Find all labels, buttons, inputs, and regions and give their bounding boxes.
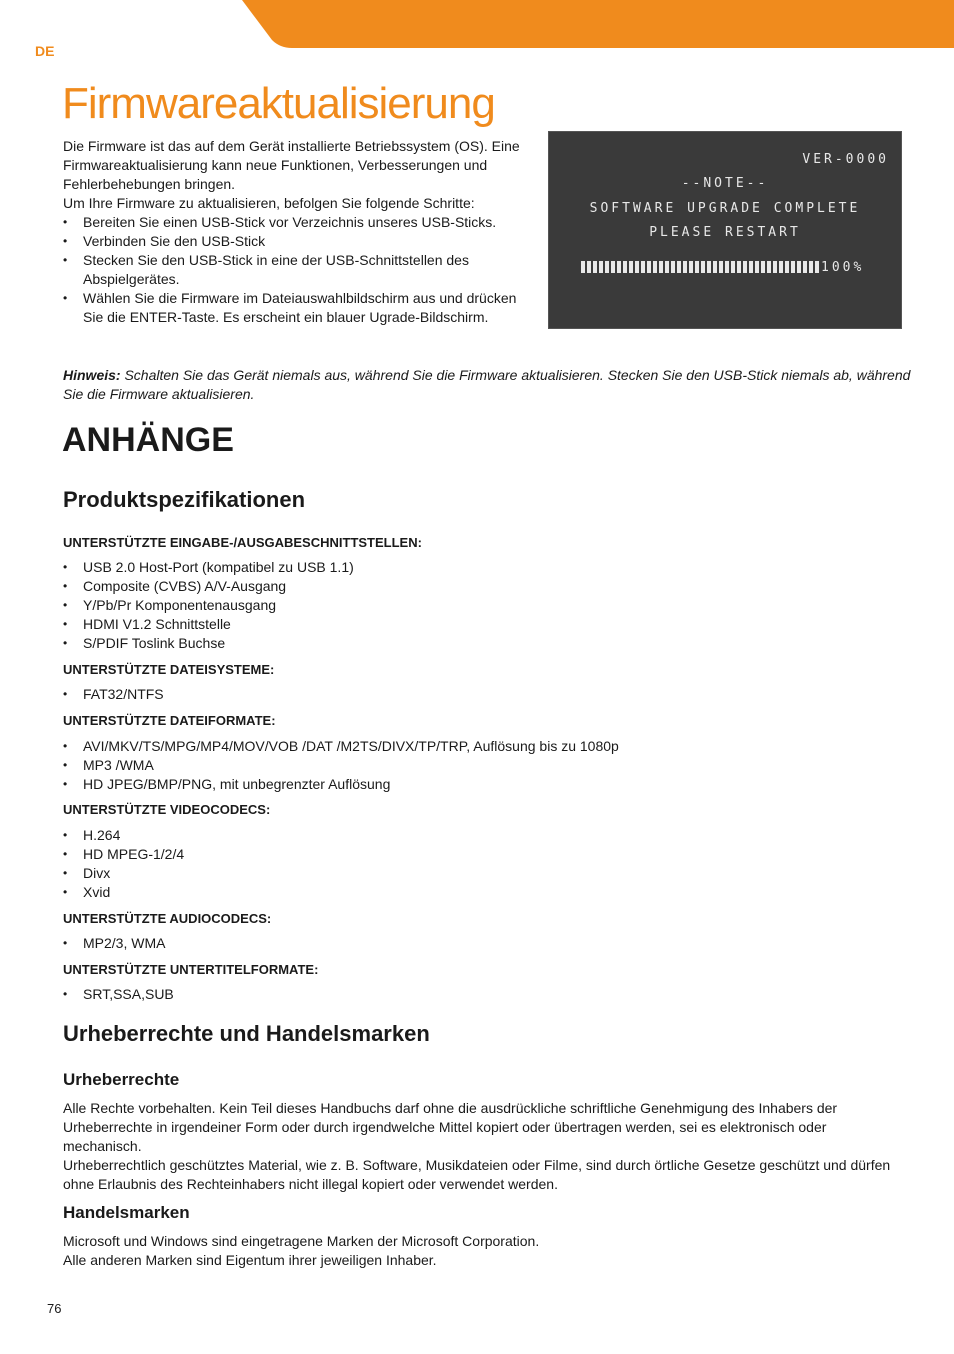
list-item: • HDMI V1.2 Schnittstelle	[63, 615, 354, 634]
progress-segment	[797, 261, 801, 273]
progress-segment	[707, 261, 711, 273]
intro-paragraph: Um Ihre Firmware zu aktualisieren, befolgen Sie folgende Schritte:	[63, 195, 475, 211]
progress-segment	[581, 261, 585, 273]
progress-segment	[773, 261, 777, 273]
progress-segment	[689, 261, 693, 273]
progress-segment	[593, 261, 597, 273]
spec-group-list	[63, 934, 165, 953]
list-item: • Verbinden Sie den USB-Stick	[63, 232, 533, 251]
steps-list	[63, 213, 533, 327]
intro-paragraph: Die Firmware ist das auf dem Gerät installierte Betriebssystem (OS). Eine Firmwareaktualisierung kann neue Funktionen, Verbesserungen und Fehlerbehebungen bringen.	[63, 138, 520, 192]
progress-segment	[617, 261, 621, 273]
trademarks-subtitle: Handelsmarken	[63, 1203, 190, 1222]
progress-segment	[767, 261, 771, 273]
progress-segment	[815, 261, 819, 273]
progress-segment	[641, 261, 645, 273]
spec-group-label: UNTERSTÜTZTE AUDIOCODECS:	[63, 911, 272, 926]
header-accent-band	[0, 0, 954, 48]
progress-segment	[719, 261, 723, 273]
list-item: • SRT,SSA,SUB	[63, 985, 174, 1004]
firmware-intro	[63, 137, 533, 327]
page-number: 76	[47, 1301, 62, 1316]
progress-segment	[671, 261, 675, 273]
progress-segment	[635, 261, 639, 273]
hint-label: Hinweis:	[63, 367, 121, 383]
copyright-subtitle: Urheberrechte	[63, 1070, 180, 1089]
list-item: • Y/Pb/Pr Komponentenausgang	[63, 596, 354, 615]
spec-group-list	[63, 685, 164, 704]
list-item: • Stecken Sie den USB-Stick in eine der USB-Schnittstellen des Abspielgerätes.	[63, 251, 533, 289]
progress-segment	[743, 261, 747, 273]
progress-segment	[695, 261, 699, 273]
progress-segment	[803, 261, 807, 273]
spec-group-list	[63, 737, 619, 794]
paragraph: Alle Rechte vorbehalten. Kein Teil dieses Handbuchs darf ohne die ausdrückliche schriftliche Genehmigung des Inhabers der Urheberrechte in irgendeiner Form oder durch irgendwelche Mittel kopiert oder übertragen werden, sei es elektronisch oder mechanisch.	[63, 1100, 838, 1154]
copyright-title: Urheberrechte und Handelsmarken	[63, 1021, 430, 1046]
spec-group-label: UNTERSTÜTZTE EINGABE-/AUSGABESCHNITTSTELLEN:	[63, 535, 422, 550]
list-item: • MP3 /WMA	[63, 756, 619, 775]
appendix-title: ANHÄNGE	[62, 421, 234, 459]
screen-progress-label: 100%	[821, 260, 865, 275]
spec-group-list	[63, 826, 184, 902]
progress-segment	[611, 261, 615, 273]
progress-segment	[653, 261, 657, 273]
list-item: • Bereiten Sie einen USB-Stick vor Verzeichnis unseres USB-Sticks.	[63, 213, 533, 232]
progress-segment	[779, 261, 783, 273]
progress-segment	[623, 261, 627, 273]
hint-text: Schalten Sie das Gerät niemals aus, während Sie die Firmware aktualisieren. Stecken Sie den USB-Stick niemals ab, während Sie die Firmware aktualisieren.	[63, 367, 911, 402]
progress-segment	[665, 261, 669, 273]
spec-group-label: UNTERSTÜTZTE DATEIFORMATE:	[63, 713, 276, 728]
progress-segment	[755, 261, 759, 273]
list-item: • Divx	[63, 864, 184, 883]
list-item: • USB 2.0 Host-Port (kompatibel zu USB 1.1)	[63, 558, 354, 577]
page-title: Firmwareaktualisierung	[62, 79, 495, 128]
progress-segment	[647, 261, 651, 273]
paragraph: Alle anderen Marken sind Eigentum ihrer jeweiligen Inhaber.	[63, 1252, 437, 1268]
progress-segment	[785, 261, 789, 273]
progress-segment	[791, 261, 795, 273]
list-item: • Wählen Sie die Firmware im Dateiauswahlbildschirm aus und drücken Sie die ENTER-Taste. Es erscheint ein blauer Ugrade-Bildschirm.	[63, 289, 533, 327]
progress-segment	[683, 261, 687, 273]
upgrade-screen-image	[548, 131, 902, 329]
screen-version: VER-0000	[802, 152, 889, 167]
progress-segment	[731, 261, 735, 273]
spec-group-label: UNTERSTÜTZTE VIDEOCODECS:	[63, 802, 271, 817]
progress-bar	[581, 261, 819, 273]
progress-segment	[677, 261, 681, 273]
list-item: • MP2/3, WMA	[63, 934, 165, 953]
progress-segment	[725, 261, 729, 273]
list-item: • HD MPEG-1/2/4	[63, 845, 184, 864]
progress-segment	[749, 261, 753, 273]
paragraph: Microsoft und Windows sind eingetragene Marken der Microsoft Corporation.	[63, 1233, 540, 1249]
progress-segment	[809, 261, 813, 273]
progress-segment	[761, 261, 765, 273]
spec-group-list	[63, 985, 174, 1004]
list-item: • Xvid	[63, 883, 184, 902]
paragraph: Urheberrechtlich geschütztes Material, wie z. B. Software, Musikdateien oder Filme, sind durch örtliche Gesetze geschützt und dürfen ohne Erlaubnis des Rechteinhabers nicht illegal kopiert oder verwendet werden.	[63, 1157, 891, 1192]
language-tag: DE	[35, 43, 55, 59]
progress-segment	[587, 261, 591, 273]
list-item: • Composite (CVBS) A/V-Ausgang	[63, 577, 354, 596]
list-item: • S/PDIF Toslink Buchse	[63, 634, 354, 653]
progress-segment	[605, 261, 609, 273]
spec-group-label: UNTERSTÜTZTE UNTERTITELFORMATE:	[63, 962, 319, 977]
progress-segment	[629, 261, 633, 273]
list-item: • HD JPEG/BMP/PNG, mit unbegrenzter Auflösung	[63, 775, 619, 794]
list-item: • FAT32/NTFS	[63, 685, 164, 704]
list-item: • H.264	[63, 826, 184, 845]
progress-segment	[737, 261, 741, 273]
spec-group-label: UNTERSTÜTZTE DATEISYSTEME:	[63, 662, 275, 677]
hint-note	[63, 366, 913, 404]
trademarks-text	[63, 1232, 903, 1270]
copyright-text	[63, 1099, 903, 1194]
list-item: • AVI/MKV/TS/MPG/MP4/MOV/VOB /DAT /M2TS/DIVX/TP/TRP, Auflösung bis zu 1080p	[63, 737, 619, 756]
progress-segment	[599, 261, 603, 273]
progress-segment	[659, 261, 663, 273]
screen-note: --NOTE--	[681, 176, 769, 191]
screen-line1: SOFTWARE UPGRADE COMPLETE	[589, 201, 861, 216]
progress-segment	[701, 261, 705, 273]
spec-group-list	[63, 558, 354, 653]
specs-title: Produktspezifikationen	[63, 487, 306, 512]
screen-line2: PLEASE RESTART	[649, 225, 801, 240]
progress-segment	[713, 261, 717, 273]
